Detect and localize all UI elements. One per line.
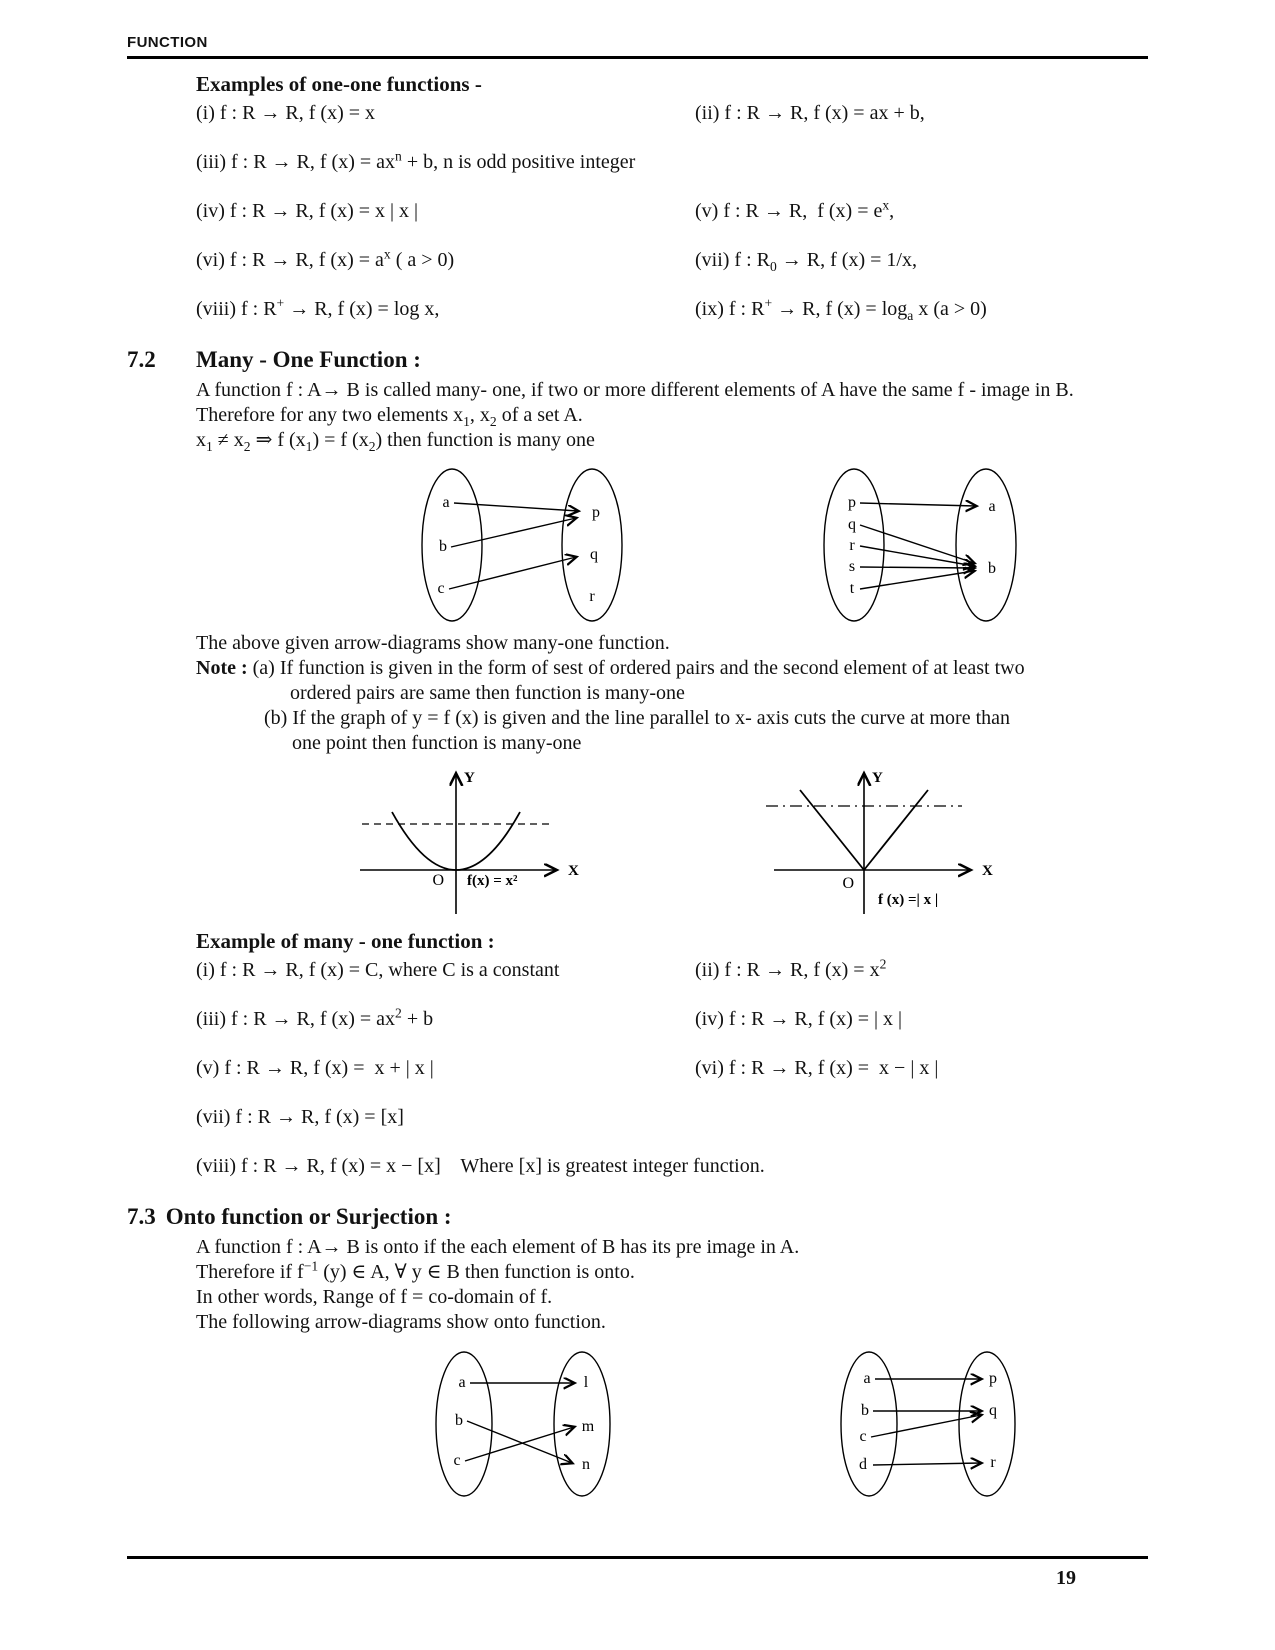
many-one-arrow-diagram-right [810,461,1028,629]
y-axis-label: Y [464,770,475,786]
many-one-examples-heading: Example of many - one function : [196,929,495,953]
example-row [196,1105,1148,1130]
mapping-arrow [451,518,576,547]
onto-diagrams [196,1343,1148,1505]
example-item: (iv) f : R → R, f (x) = | x | [695,1008,903,1030]
parabola-graph [336,762,586,920]
paragraph: In other words, Range of f = co-domain of f. [196,1286,553,1308]
element-label: a [442,494,450,511]
element-label: c [437,580,445,597]
example-item: (iii) f : R → R, f $(x) = ax^2 + b$ [196,1005,434,1030]
example-item: (ii) f : R → R, f $(x) = x^2$ [695,956,887,981]
page-number: 19 [1056,1567,1076,1589]
example-item: (v) f : R → R, f $(x) = e^x$, [695,197,895,222]
function-label: f(x) = x² [467,873,518,889]
example-item: (ix) f : R+ → R, f $(x) = \log_a x$ (a > 0) [695,295,987,323]
y-axis-label: Y [872,770,883,786]
example-row [196,1056,1148,1081]
onto-arrow-diagram-right [825,1343,1030,1505]
page-content [0,59,1275,1505]
element-label: b [988,560,996,577]
element-label: b [861,1402,869,1419]
element-label: r [849,537,855,554]
section-number: 7.3 [127,1204,156,1229]
example-item: (iv) f : R → R, f (x) = x | x | [196,200,419,222]
example-row [196,958,1148,983]
element-label: n [582,1456,590,1473]
note-line: (b) If the graph of y = f (x) is given and the line parallel to x- axis cuts the curve at more than [264,707,1011,729]
element-label: b [455,1412,463,1429]
element-label: c [859,1428,867,1445]
absolute-value-graph [748,762,998,920]
abs-curve-right-arm [864,790,928,870]
example-row [196,199,1148,224]
origin-label: O [432,872,444,889]
example-row [196,1154,1148,1179]
domain-set-ellipse [422,469,482,621]
codomain-set-ellipse [959,1352,1015,1496]
page-header [0,0,1275,59]
example-item: (i) f : R → R, f (x) = x [196,102,376,124]
example-item: (v) f : R → R, f (x) = x + | x | [196,1057,434,1079]
example-row [196,248,1148,273]
example-row [196,150,1148,175]
example-item: (viii) f : R+ → R, f (x) = log x, [196,295,440,320]
note-line [196,656,1148,681]
element-label: q [590,546,598,563]
paragraph: Therefore for any two elements $x_1$, $x_2$ of a set A. [196,404,583,429]
mapping-arrow [454,503,578,511]
example-row [196,297,1148,322]
note-line: one point then function is many-one [292,732,582,754]
element-label: a [863,1370,871,1387]
page-footer [127,1556,1148,1590]
onto-arrow-diagram-left [420,1343,625,1505]
note-line: ordered pairs are same then function is many-one [290,682,685,704]
element-label: l [583,1374,589,1391]
example-row [196,101,1148,126]
paragraph: $x_1 \ne x_2$ ⇒ f $(x_1) = f$ $(x_2)$ then function is many one [196,429,595,454]
section-title: Onto function or Surjection : [165,1204,452,1229]
element-label: p [989,1370,997,1387]
example-row [196,1007,1148,1032]
page-header-title: FUNCTION [127,34,208,51]
mapping-arrow [873,1463,981,1465]
mapping-arrow [871,1415,981,1437]
element-label: q [989,1402,997,1419]
element-label: a [458,1374,466,1391]
codomain-set-ellipse [956,469,1016,621]
element-label: p [592,504,600,521]
example-item: (vi) f : R → R, f (x) = x − | x | [695,1057,939,1079]
x-axis-label: X [982,863,993,879]
element-label: m [581,1418,595,1435]
x-axis-label: X [568,863,579,879]
paragraph: A function f : A→ B is onto if the each element of B has its pre image in A. [196,1236,800,1258]
mapping-arrow [860,571,974,589]
section-7-3-heading [127,1203,1148,1231]
example-item: (vii) f : $R_0 \to R$, f (x) = 1/x, [695,249,917,274]
function-label: f (x) =| x | [878,892,939,908]
element-label: b [439,538,447,555]
note-text: (a) If function is given in the form of sest of ordered pairs and the second element of at least two [252,657,1025,679]
mapping-arrow [465,1427,574,1461]
element-label: a [988,498,996,515]
many-one-arrow-diagram-left [406,461,638,629]
mapping-arrow [467,1421,572,1463]
example-item: (i) f : R → R, f (x) = C, where C is a constant [196,959,560,981]
example-item: (viii) f : R → R, f (x) = x − [x] Where [x] is greatest integer function. [196,1155,765,1177]
section-number: 7.2 [127,347,156,372]
example-item: (ii) f : R → R, f (x) = ax + b, [695,102,925,124]
element-label: c [453,1452,461,1469]
element-label: r [589,588,595,605]
element-label: p [848,494,856,511]
mapping-arrow [860,503,976,506]
example-item: (iii) f : R → R, f $(x) = ax^n + b$, n is odd positive integer [196,148,636,173]
element-label: q [848,516,856,533]
paragraph: A function f : A→ B is called many- one, if two or more different elements of A have the same f - image in B. [196,379,1074,401]
element-label: d [859,1456,867,1473]
origin-label: O [842,875,854,892]
abs-curve-left-arm [800,790,864,870]
many-one-diagrams [196,461,1148,629]
diagram-caption: The above given arrow-diagrams show many-one function. [196,632,670,654]
example-item: (vii) f : R → R, f (x) = [x] [196,1106,404,1128]
section-7-2-heading [127,346,1148,374]
section-title: Many - One Function : [196,347,421,372]
one-one-examples-heading: Examples of one-one functions - [196,72,482,96]
mapping-arrow [860,567,974,568]
note-label: Note : [196,657,248,679]
mapping-arrow [449,557,576,589]
element-label: t [849,580,855,597]
paragraph: Therefore if $f^{-1}$ (y) ∈ A, ∀ y ∈ B then function is onto. [196,1258,635,1283]
footer-rule [127,1556,1148,1559]
element-label: r [990,1454,996,1471]
example-item: (vi) f : R → R, f $(x) = a^x$ ( a > 0) [196,246,455,271]
paragraph: The following arrow-diagrams show onto function. [196,1311,606,1333]
element-label: s [848,558,856,575]
many-one-graphs [196,762,1148,920]
